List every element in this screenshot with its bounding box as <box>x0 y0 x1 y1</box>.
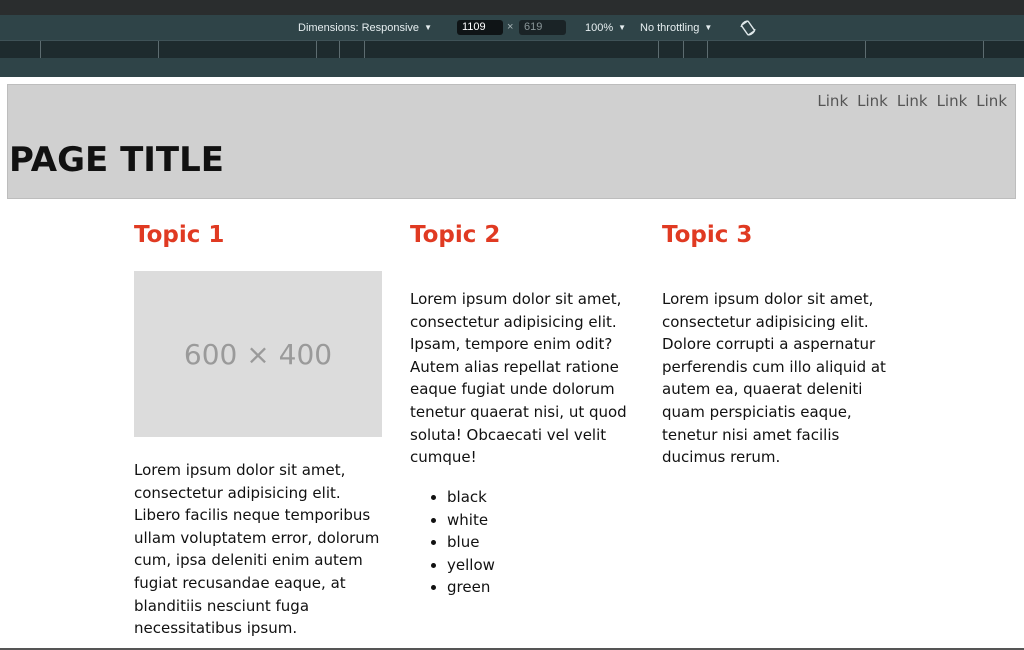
dimensions-label: Dimensions: Responsive <box>298 22 420 34</box>
page-title: PAGE TITLE <box>9 140 225 180</box>
chevron-down-icon: ▼ <box>704 23 713 32</box>
list-item: • black <box>447 486 495 509</box>
list-item: • yellow <box>447 554 495 577</box>
list-item: • blue <box>447 531 495 554</box>
dimensions-dropdown[interactable] <box>298 21 432 36</box>
image-placeholder: 600 × 400 <box>134 271 382 437</box>
page-header <box>7 84 1016 199</box>
zoom-dropdown[interactable] <box>585 21 626 36</box>
zoom-label: 100% <box>585 22 614 34</box>
nav-link-2[interactable]: Link <box>857 92 888 110</box>
height-input[interactable]: 619 <box>519 20 566 35</box>
times-icon: × <box>507 21 514 33</box>
throttling-label: No throttling <box>640 22 700 34</box>
nav-link-4[interactable]: Link <box>936 92 968 110</box>
media-query-ruler[interactable] <box>0 40 1024 58</box>
ruler-strip <box>0 58 1024 77</box>
topic-2-text: Lorem ipsum dolor sit amet, consectetur adipisicing elit. Ipsam, tempore enim odit? Autem alias repellat ratione eaque fugiat unde dolorum tenetur quaerat nisi, ut quod soluta! Obcaecati vel velit cumque! <box>410 290 627 467</box>
topic-2-heading: Topic 2 <box>410 222 501 248</box>
topic-3-heading: Topic 3 <box>662 222 753 248</box>
nav-link-5[interactable]: Link <box>976 92 1007 110</box>
nav-link-1[interactable]: Link <box>817 92 849 110</box>
chevron-down-icon: ▼ <box>424 23 432 32</box>
main-nav <box>808 92 1007 110</box>
throttling-dropdown[interactable] <box>640 21 712 36</box>
topic-1-heading: Topic 1 <box>134 222 225 248</box>
list-item: • green <box>447 576 495 599</box>
topic-1-text: Lorem ipsum dolor sit amet, consectetur adipisicing elit. Libero facilis neque temporibus ullam voluptatem error, dolorum cum, ipsa deleniti enim autem fugiat recusandae eaque, at blanditiis nesciunt fuga necessitatibus ipsum. <box>134 461 380 638</box>
chevron-down-icon: ▼ <box>618 23 627 32</box>
width-input[interactable]: 1109 <box>457 20 503 35</box>
rotate-icon[interactable] <box>739 19 757 37</box>
device-toolbar <box>0 15 1024 40</box>
color-list <box>410 486 495 599</box>
devtools-top-strip <box>0 0 1024 15</box>
topic-3-column <box>662 216 894 467</box>
list-item: • white <box>447 509 495 532</box>
topic-2-column <box>410 216 642 597</box>
topic-3-text: Lorem ipsum dolor sit amet, consectetur adipisicing elit. Dolore corrupti a aspernatur perferendis cum illo aliquid at autem ea, quaerat deleniti quam perspiciatis eaque, tenetur nisi amet facilis ducimus rerum. <box>662 290 886 467</box>
nav-link-3[interactable]: Link <box>896 92 928 110</box>
